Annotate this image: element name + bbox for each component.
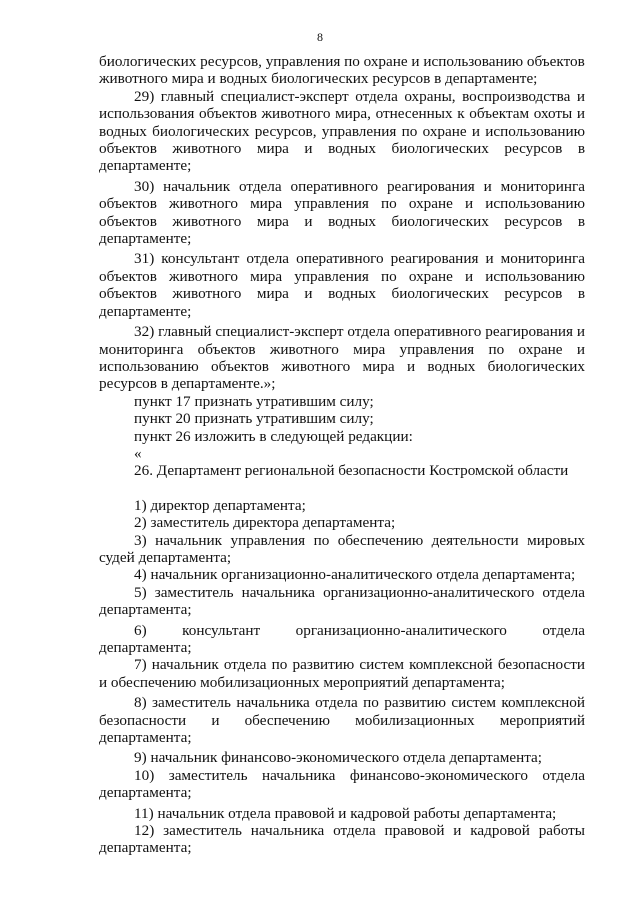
amendment-point-20: пункт 20 признать утратившим силу;: [134, 410, 374, 428]
list-item-7: 7) начальник отдела по развитию систем комплексной безопасности и обеспечению мобилизационных мероприятий департамента;: [99, 656, 585, 691]
list-item-30: 30) начальник отдела оперативного реагирования и мониторинга объектов животного мира управления по охране и использованию объектов животного мира и водных биологических ресурсов в департаменте;: [99, 177, 585, 248]
list-item-5: 5) заместитель начальника организационно-аналитического отдела департамента;: [99, 583, 585, 619]
document-body: [99, 53, 585, 857]
paragraph-continuation: биологических ресурсов, управления по охране и использованию объектов животного мира и водных биологических ресурсов в департаменте;: [99, 53, 585, 88]
list-item-32: 32) главный специалист-эксперт отдела оперативного реагирования и мониторинга объектов животного мира управления по охране и использованию объектов животного мира и водных биологических ресурсов в департаменте.»;: [99, 323, 585, 393]
amendment-point-17: пункт 17 признать утратившим силу;: [134, 392, 374, 410]
list-item-11: 11) начальник отдела правовой и кадровой работы департамента;: [134, 804, 557, 822]
list-item-10: 10) заместитель начальника финансово-экономического отдела департамента;: [99, 766, 585, 802]
list-item-6: 6) консультант организационно-аналитического отдела департамента;: [99, 621, 585, 656]
list-item-2: 2) заместитель директора департамента;: [134, 514, 396, 532]
list-item-4: 4) начальник организационно-аналитического отдела департамента;: [134, 566, 576, 584]
list-item-12: 12) заместитель начальника отдела правовой и кадровой работы департамента;: [99, 822, 585, 857]
list-item-3: 3) начальник управления по обеспечению деятельности мировых судей департамента;: [99, 531, 585, 566]
list-item-31: 31) консультант отдела оперативного реагирования и мониторинга объектов животного мира управления по охране и использованию объектов животного мира и водных биологических ресурсов в департаменте;: [99, 250, 585, 320]
section-heading: 26. Департамент региональной безопасности Костромской области: [134, 462, 569, 480]
list-item-9: 9) начальник финансово-экономического отдела департамента;: [134, 749, 542, 767]
opening-quote: «: [134, 444, 142, 462]
list-item-29: 29) главный специалист-эксперт отдела охраны, воспроизводства и использования объектов животного мира, отнесенных к объектам охоты и водных биологических ресурсов, управления по охране и использованию объектов животного мира и водных биологических ресурсов в департаменте;: [99, 87, 585, 175]
page-number: 8: [317, 30, 323, 44]
amendment-point-26: пункт 26 изложить в следующей редакции:: [134, 427, 413, 445]
list-item-1: 1) директор департамента;: [134, 496, 306, 514]
list-item-8: 8) заместитель начальника отдела по развитию систем комплексной безопасности и обеспечению мобилизационных мероприятий департамента;: [99, 694, 585, 747]
